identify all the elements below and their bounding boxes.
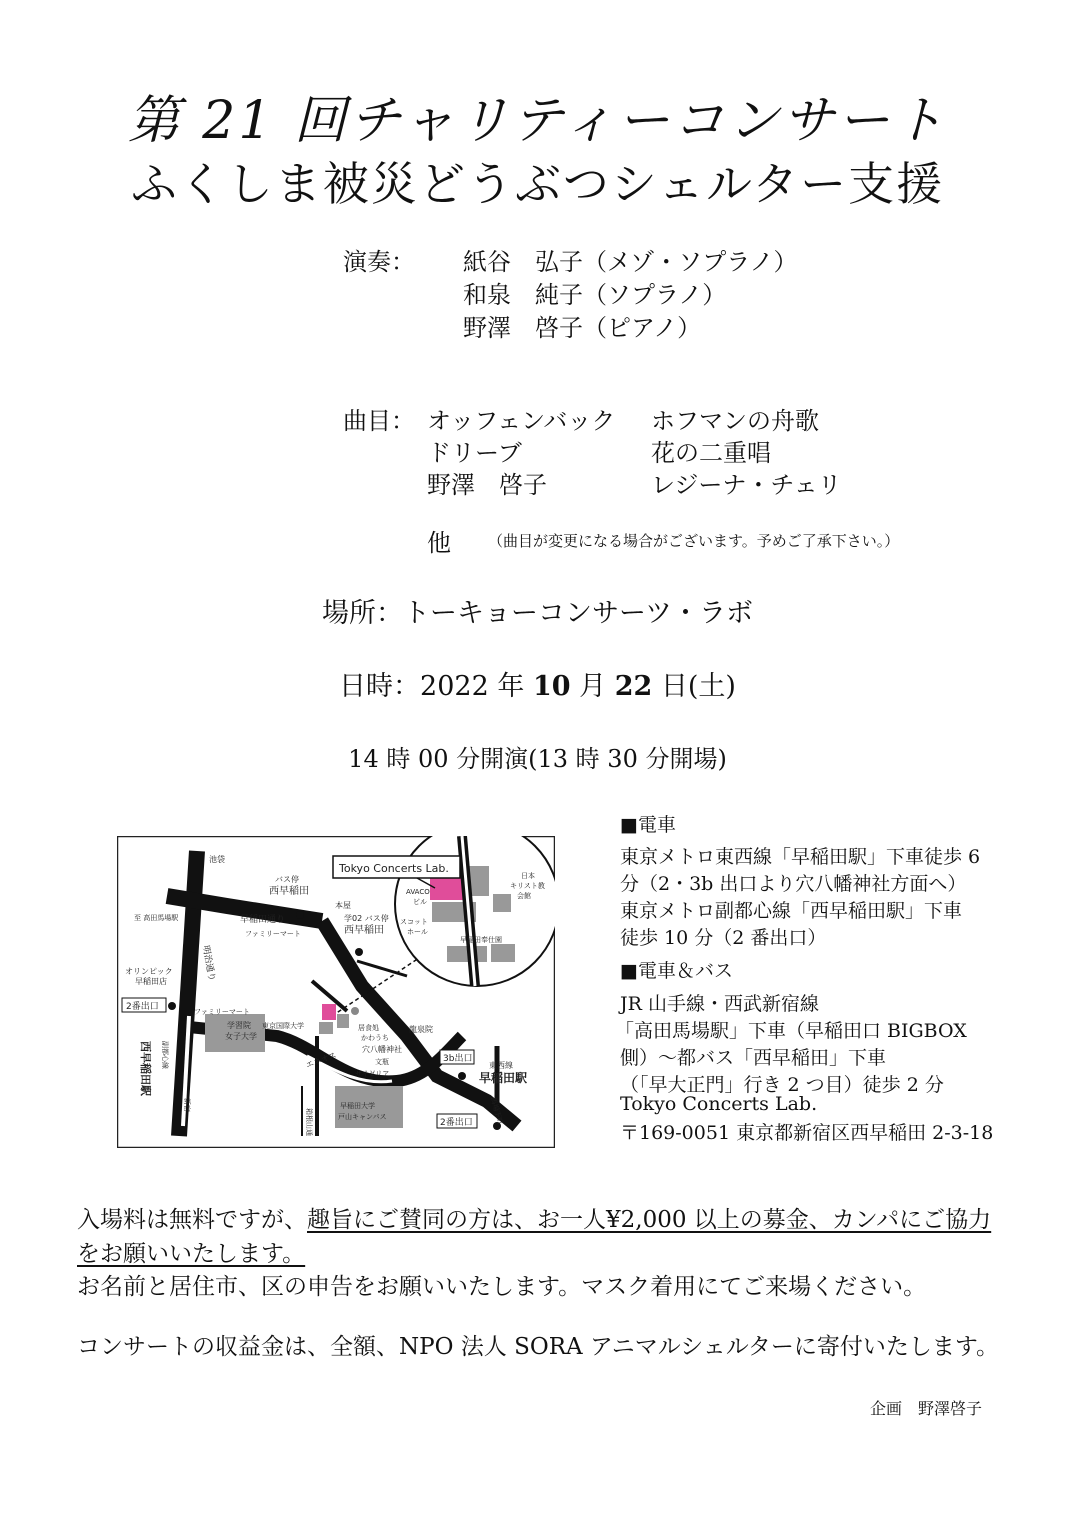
bus-line: （「早大正門」行き 2 つ目）徒歩 2 分: [620, 1074, 944, 1096]
label-nishiwaseda-station: 西早稲田駅: [139, 1041, 152, 1096]
label-ryusenji: 龍泉院: [409, 1025, 433, 1034]
label-tozai: 東西線: [489, 1061, 513, 1070]
label-family-mart: ファミリーマート: [245, 930, 301, 938]
station-marker: [458, 1072, 466, 1080]
label-ikebukuro: 池袋: [209, 855, 225, 864]
date: [0, 664, 1075, 703]
building-small: [337, 1014, 349, 1028]
label-church: 日本: [521, 872, 535, 880]
label-to-takadanobaba: 至 高田馬場駅: [134, 914, 179, 922]
date-weekday: (土): [687, 671, 736, 702]
registration-note: お名前と居住市、区の申告をお願いいたします。マスク着用にてご来場ください。: [77, 1274, 927, 1300]
train-line: 東京メトロ副都心線「西早稲田駅」下車: [620, 900, 963, 922]
train-line: 徒歩 10 分（2 番出口）: [620, 927, 827, 949]
bus-heading: ■電車＆バス: [620, 960, 733, 982]
donation-note: [77, 1203, 1007, 1271]
label-fukutoshin: 副都心線: [161, 1041, 169, 1069]
label-babashita: 馬場下町: [489, 1096, 505, 1126]
program-composer: 野澤 啓子: [427, 471, 547, 499]
building-hoshien-2: [491, 944, 515, 962]
date-month: 10: [532, 671, 571, 702]
venue-label: Tokyo Concerts Lab.: [339, 862, 449, 875]
label-tokyo-kokusai: 東京国際大学: [262, 1022, 304, 1030]
label-church-3: 会館: [517, 892, 531, 900]
date-label: 日時：2022 年: [339, 671, 525, 702]
label-waseda-station: 早稲田駅: [479, 1071, 528, 1085]
label-gakushuin: 学習院: [227, 1021, 251, 1030]
program-composer: オッフェンバック: [427, 407, 616, 435]
bus-line: JR 山手線・西武新宿線: [620, 993, 819, 1015]
page-title: 第 21 回チャリティーコンサート: [127, 91, 948, 151]
label-olympic-store: 早稲田店: [135, 977, 167, 986]
performer-name: 野澤 啓子: [463, 314, 583, 342]
bus-stop-icon: [355, 948, 363, 956]
date-day: 22: [614, 671, 653, 702]
program-piece: レジーナ・チェリ: [651, 471, 842, 499]
building-church-2: [493, 894, 511, 912]
bus-line: 側）～都バス「西早稲田」下車: [620, 1047, 887, 1069]
performer-role: （メゾ・ソプラノ）: [583, 248, 798, 276]
building-church: [469, 866, 489, 896]
venue-address: 〒169-0051 東京都新宿区西早稲田 2-3-18: [620, 1122, 994, 1144]
label-scott: スコット: [400, 918, 428, 926]
label-toyama-2: 戸山キャンパス: [338, 1113, 387, 1121]
performer-name: 紙谷 弘子: [463, 248, 583, 276]
performer-role: （ピアノ）: [583, 314, 702, 342]
label-bus-stop: バス停: [275, 875, 299, 884]
bus-stop-icon: [296, 911, 304, 919]
label-nishiwaseda: 西早稲田: [269, 886, 309, 897]
label-family-mart-2: ファミリーマート: [194, 1008, 250, 1016]
label-izakaya-2: かわうち: [361, 1034, 389, 1042]
proceeds-note: コンサートの収益金は、全額、NPO 法人 SORA アニマルシェルターに寄付いたします。: [77, 1334, 999, 1360]
program-piece: ホフマンの舟歌: [651, 407, 819, 435]
label-hakone: 箱根山通: [305, 1108, 313, 1136]
train-heading: ■電車: [620, 814, 676, 836]
building-small: [319, 1022, 333, 1034]
label-gakushuin-2: 女子大学: [225, 1032, 257, 1041]
performer-row: [463, 242, 798, 277]
label-waseda-dori: 早稲田通り: [240, 915, 286, 925]
label-honya: 本屋: [335, 901, 351, 910]
program-other: 他: [427, 529, 451, 557]
label-eneos: エネオス: [304, 1050, 338, 1070]
date-day-unit: 日: [660, 671, 688, 702]
program-note: （曲目が変更になる場合がございます。予めご了承下さい。）: [488, 532, 900, 550]
label-olympic: オリンピック: [125, 967, 173, 976]
performer-role: （ソプラノ）: [583, 281, 727, 309]
station-marker: [168, 1002, 176, 1010]
performer-row: [463, 308, 701, 343]
page-subtitle: ふくしま被災どうぶつシェルター支援: [130, 157, 945, 211]
shrine-marker: [351, 1007, 359, 1015]
program-piece: 花の二重唱: [651, 439, 771, 467]
train-line: 分（2・3b 出口より穴八幡神社方面へ）: [620, 873, 967, 895]
venue-name: Tokyo Concerts Lab.: [620, 1093, 818, 1115]
performer-name: 和泉 純子: [463, 281, 583, 309]
label-anahachiman: 穴八幡神社: [362, 1045, 402, 1054]
performer-row: [463, 275, 726, 310]
train-line: 東京メトロ東西線「早稲田駅」下車徒歩 6: [620, 846, 981, 868]
label-toyama: 早稲田大学: [340, 1102, 375, 1110]
label-meiji-dori: 明治通り: [200, 944, 217, 982]
donation-note-underlined: 趣旨にご賛同の方は、お一人¥2,000 以上の募金、カンパにご協力をお願いいたします。: [77, 1207, 992, 1267]
donation-note-plain: 入場料は無料ですが、: [77, 1207, 307, 1233]
label-avaco: AVACO: [406, 888, 430, 896]
venue-marker: [322, 1004, 336, 1020]
start-time: 14 時 00 分開演(13 時 30 分開場): [348, 745, 727, 773]
label-bus-stop-2: 学02 バス停: [344, 914, 389, 923]
organizer: 企画 野澤啓子: [870, 1399, 983, 1418]
program-label: 曲目：: [343, 407, 415, 435]
date-month-unit: 月: [579, 671, 607, 702]
label-scott-2: ホール: [407, 928, 428, 936]
label-nishiwaseda-2: 西早稲田: [344, 925, 384, 936]
label-exit2-right: 2番出口: [440, 1118, 473, 1128]
venue: 場所：トーキョーコンサーツ・ラボ: [322, 598, 753, 629]
performers-label: 演奏：: [343, 248, 415, 276]
label-izakaya: 居食処: [358, 1024, 379, 1032]
bus-line: 「高田馬場駅」下車（早稲田口 BIGBOX: [615, 1020, 967, 1042]
label-avaco-2: ビル: [413, 898, 427, 906]
access-map: [117, 836, 555, 1148]
label-exit3b: 3b出口: [443, 1054, 473, 1064]
label-shinjuku: 新宿: [183, 1098, 191, 1112]
label-church-2: キリスト教: [510, 882, 545, 890]
program-composer: ドリーブ: [427, 439, 522, 467]
label-exit2-left: 2番出口: [126, 1002, 159, 1012]
label-bunya: 文瓶: [375, 1058, 389, 1066]
label-saizeriya: サイゼリア: [355, 1070, 390, 1078]
label-hoshien: 早稲田奉仕園: [460, 936, 502, 944]
